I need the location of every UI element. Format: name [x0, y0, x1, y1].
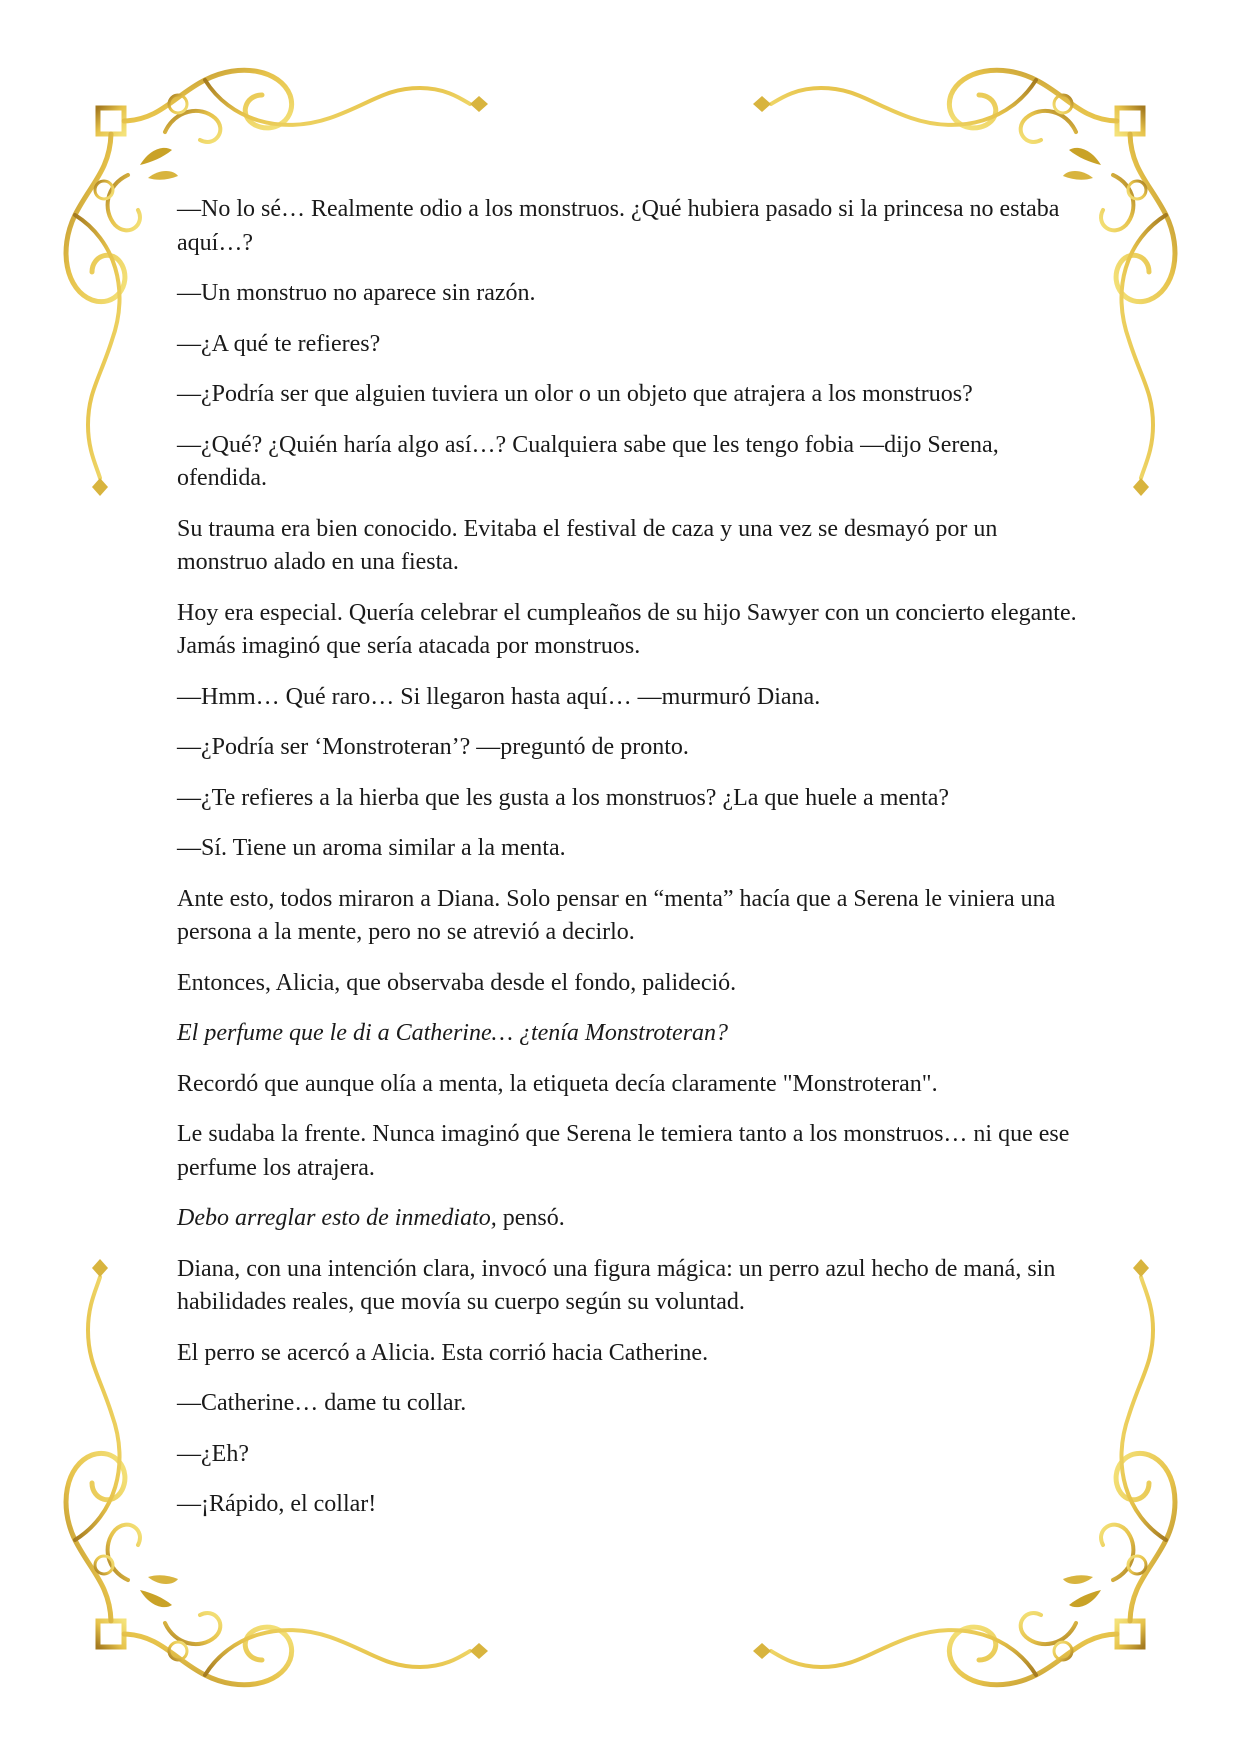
paragraph-20: [177, 1387, 1077, 1421]
paragraph-2: [177, 277, 1077, 311]
paragraph-17-text: pensó.: [496, 1205, 565, 1231]
paragraph-6-text: Su trauma era bien conocido. Evitaba el festival de caza y una vez se desmayó por un monstruo alado en una fiesta.: [177, 515, 998, 575]
paragraph-19: [177, 1337, 1077, 1371]
paragraph-16-text: Le sudaba la frente. Nunca imaginó que Serena le temiera tanto a los monstruos… ni que ese perfume los atrajera.: [177, 1121, 1070, 1181]
paragraph-17: [177, 1202, 1077, 1236]
paragraph-6: [177, 513, 1077, 580]
paragraph-11: [177, 832, 1077, 866]
paragraph-15-text: Recordó que aunque olía a menta, la etiqueta decía claramente "Monstroteran".: [177, 1070, 938, 1097]
paragraph-22: [177, 1488, 1077, 1522]
paragraph-22-text: —¡Rápido, el collar!: [177, 1491, 377, 1517]
paragraph-21-text: —¿Eh?: [177, 1440, 249, 1467]
paragraph-1-text: —No lo sé… Realmente odio a los monstruos. ¿Qué hubiera pasado si la princesa no estaba aquí…?: [177, 196, 1060, 256]
paragraph-11-text: —Sí. Tiene un aroma similar a la menta.: [177, 835, 566, 861]
paragraph-14-italic: El perfume que le di a Catherine… ¿tenía Monstroteran?: [177, 1020, 729, 1046]
paragraph-20-text: —Catherine… dame tu collar.: [177, 1390, 467, 1416]
paragraph-21: [177, 1438, 1077, 1472]
paragraph-1: [177, 193, 1077, 260]
paragraph-4-text: —¿Podría ser que alguien tuviera un olor o un objeto que atrajera a los monstruos?: [177, 381, 973, 407]
paragraph-5-text: —¿Qué? ¿Quién haría algo así…? Cualquiera sabe que les tengo fobia —dijo Serena, ofendida.: [177, 431, 999, 491]
paragraph-10: [177, 782, 1077, 816]
paragraph-5: [177, 429, 1077, 496]
paragraph-10-text: —¿Te refieres a la hierba que les gusta a los monstruos? ¿La que huele a menta?: [177, 784, 949, 811]
paragraph-16: [177, 1118, 1077, 1185]
paragraph-2-text: —Un monstruo no aparece sin razón.: [177, 280, 536, 306]
paragraph-3: [177, 328, 1077, 362]
paragraph-14: [177, 1017, 1077, 1051]
paragraph-8-text: —Hmm… Qué raro… Si llegaron hasta aquí… —murmuró Diana.: [177, 683, 821, 710]
paragraph-18: [177, 1253, 1077, 1320]
paragraph-13: [177, 967, 1077, 1001]
paragraph-12-text: Ante esto, todos miraron a Diana. Solo pensar en “menta” hacía que a Serena le viniera una persona a la mente, pero no se atrevió a decirlo.: [177, 885, 1056, 945]
paragraph-19-text: El perro se acercó a Alicia. Esta corrió hacia Catherine.: [177, 1339, 709, 1366]
paragraph-17-italic: Debo arreglar esto de inmediato,: [177, 1205, 497, 1231]
paragraph-7: [177, 597, 1077, 664]
paragraph-8: [177, 681, 1077, 715]
paragraph-13-text: Entonces, Alicia, que observaba desde el fondo, palideció.: [177, 969, 737, 996]
paragraph-7-text: Hoy era especial. Quería celebrar el cumpleaños de su hijo Sawyer con un concierto elegante. Jamás imaginó que sería atacada por monstruos.: [177, 599, 1077, 659]
paragraph-12: [177, 883, 1077, 950]
paragraph-9-text: —¿Podría ser ‘Monstroteran’? —preguntó de pronto.: [177, 734, 689, 760]
paragraph-4: [177, 378, 1077, 412]
paragraph-9: [177, 731, 1077, 765]
story-text: [177, 193, 1077, 1539]
paragraph-3-text: —¿A qué te refieres?: [177, 330, 381, 357]
paragraph-18-text: Diana, con una intención clara, invocó una figura mágica: un perro azul hecho de maná, sin habilidades reales, que movía su cuerpo según su voluntad.: [177, 1255, 1056, 1315]
paragraph-15: [177, 1068, 1077, 1102]
